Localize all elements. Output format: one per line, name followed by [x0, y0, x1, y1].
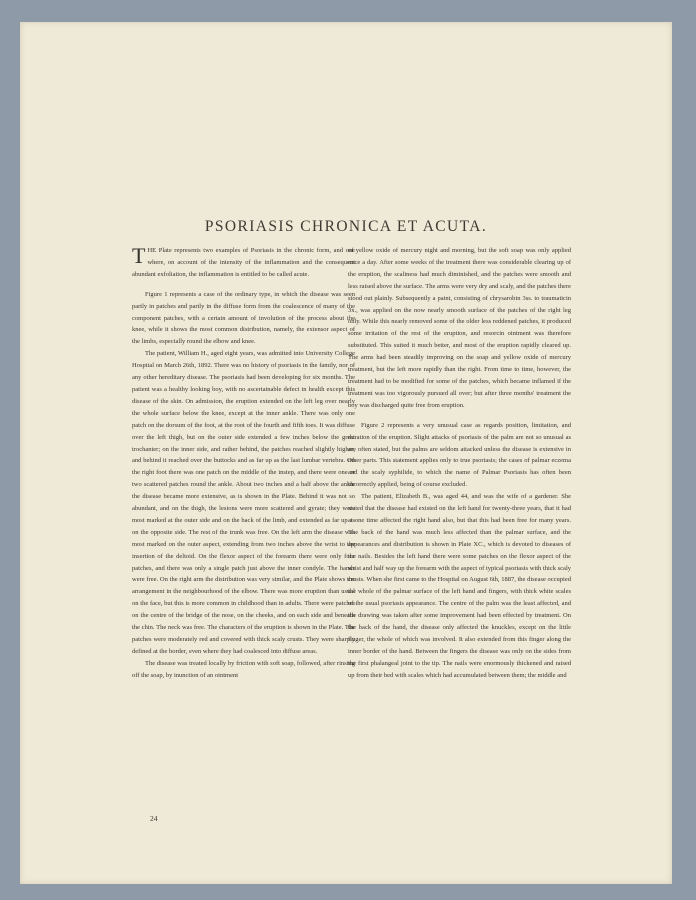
right-column — [348, 245, 571, 682]
drop-cap: T — [132, 243, 146, 268]
right-paragraph-3: The patient, Elizabeth B., was aged 44, and was the wife of a gardener. She stated that the disease had existed on the left hand for twenty-three years, that it had at one time affected the right hand also, but that this had been free for many years. The back of the hand was much less affected than the palmar surface, and the appearances and distribution is shown in Plate XC., which is devoted to diseases of the nails. Besides the left hand there were some patches on the flexor aspect of the wrist and half way up the forearm with the aspect of typical psoriasis with thick scaly crusts. When she first came to the Hospital on August 6th, 1887, the disease occupied the whole of the palmar surface of the left hand and fingers, with thick white scales of the usual psoriasis appearance. The centre of the palm was the least affected, and the drawing was taken after some improvement had been effected by treatment. On the back of the hand, the disease only affected the knuckles, except on the little finger, the whole of which was involved. It also extended from this finger along the inner border of the hand. Between the fingers the disease was only on the sides from the first phalangeal joint to the tip. The nails were enormously thickened and raised up from their bed with scales which had accumulated between them; the middle and — [348, 493, 571, 679]
left-paragraph-2: Figure 1 represents a case of the ordinary type, in which the disease was seen partly in patches and partly in the diffuse form from the coalescence of many of the component patches, with a certain amount of involution of the process about the knee, while it shows the most common distribution, namely, the extensor aspect of the limbs, especially round the elbow and knee. — [132, 290, 355, 346]
left-paragraph-1-text: HE Plate represents two examples of Psoriasis in the chronic form, and one where, on account of the intensity of the inflammation and the consequent abundant exfoliation, the inflammation is entitled to be called acute. — [132, 247, 355, 278]
right-paragraph-1: of yellow oxide of mercury night and morning, but the soft soap was only applied once a day. After some weeks of the treatment there was considerable clearing up of the eruption, the scaliness had much diminished, and the patches were smooth and less raised above the surface. The arms were very dry and scaly, and the patches there stood out plainly. Subsequently a paint, consisting of chrysarobin 3ss. to traumaticin 3x., was applied on the now nearly smooth surface of the patches of the right leg only. While this nearly removed some of the older less reddened patches, it produced some irritation of the rest of the eruption, and resorcin ointment was therefore substituted. This suited it much better, and most of the eruption rapidly cleared up. The arms had been steadily improving on the soap and yellow oxide of mercury treatment, but the left more rapidly than the right. From time to time, however, the treatment had to be modified for some of the patches, which became inflamed if the treatment was too vigorously pursued all over; but after three months' treatment the boy was discharged quite free from eruption. — [348, 247, 571, 409]
right-paragraph-2: Figure 2 represents a very unusual case as regards position, limitation, and duration of the eruption. Slight attacks of psoriasis of the palm are not so unusual as are often stated, but the palms are seldom attacked unless the disease is extensive in other parts. This statement applies only to true psoriasis; the cases of palmar eczema and the scaly syphilide, to which the name of Palmar Psoriasis has often been incorrectly applied, being of course excluded. — [348, 421, 571, 489]
page-number: 24 — [150, 814, 158, 823]
left-paragraph-3: The patient, William H., aged eight years, was admitted into University College Hospital on March 26th, 1892. There was no history of psoriasis in the family, nor of any other hereditary disease. The psoriasis had been developing for six months. The patient was a healthy looking boy, with no ascertainable defect in health except this disease of the skin. On admission, the eruption extended on the left leg over nearly the whole surface below the knee, except at the inner ankle. There was only one patch on the dorsum of the foot, at the root of the fourth and fifth toes. It was diffuse over the left thigh, but on the outer side extended a few inches below the great trochanter; on the inner side, and rather behind, the patches reached slightly higher, and behind it reached over the buttocks and as far up as the last lumbar vertebra. On the right foot there was one patch on the middle of the instep, and there were one or two scattered patches round the ankle. About two inches and a half above the ankle the disease became more extensive, as is shown in the Plate. Behind it was not so abundant, and on the thigh, the lesions were more scattered and gyrate; they were most marked at the outer side and on the back of the limb, and extended as far up as on the opposite side. The rest of the trunk was free. On the left arm the disease was most marked on the outer aspect, extending from two inches above the wrist to the insertion of the deltoid. On the flexor aspect of the forearm there were only four patches, and there was only a single patch just above the inner condyle. The hands were free. On the right arm the distribution was very similar, and the Plate shows the arrangement in the neighbourhood of the elbow. There was more eruption than usual on the face, but this is more common in childhood than in adults. There were patches on the centre of the bridge of the nose, on the cheeks, and on each side and beneath the chin. The neck was free. The characters of the eruption is shown in the Plate. The patches were moderately red and covered with thick scaly crusts. They were sharply defined at the border, even where they had coalesced into diffuse areas. — [132, 350, 355, 655]
left-paragraph-1 — [132, 245, 355, 281]
left-column — [132, 245, 355, 682]
left-paragraph-4: The disease was treated locally by friction with soft soap, followed, after rinsing off the soap, by inunction of an ointment — [132, 659, 355, 679]
page-sheet — [20, 22, 672, 884]
page-title: PSORIASIS CHRONICA ET ACUTA. — [204, 218, 488, 235]
